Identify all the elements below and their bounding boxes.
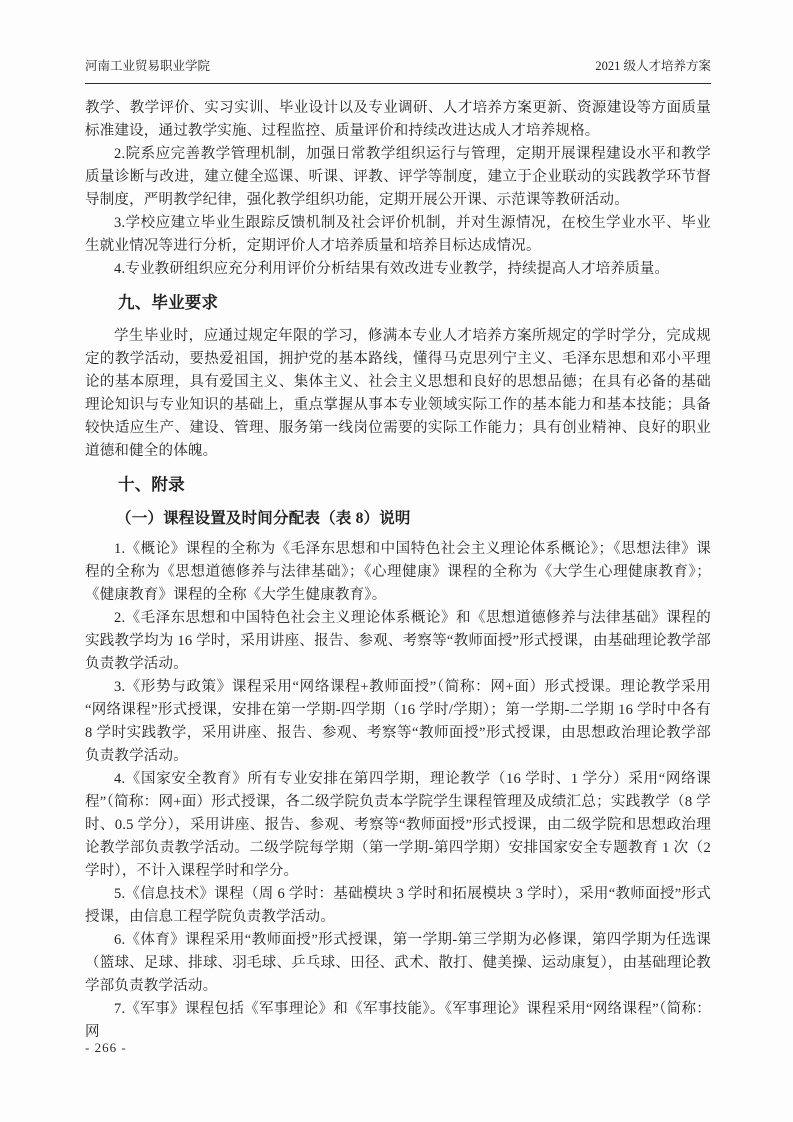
header-plan-title: 2021 级人才培养方案 [595,59,711,73]
page-header [85,58,711,84]
page-number: - 266 - [85,1040,127,1055]
appendix-note-3-situation-policy-course: 3.《形势与政策》课程采用“网络课程+教师面授”（简称：网+面）形式授课。理论教学采用“网络课程”形式授课，安排在第一学期-四学期（16 学时/学期）；第一学期-二学期 16 学时中各有 8 学时实践教学，采用讲座、报告、参观、考察等“教师面授”形式授课，由思想政治理论教学部负责教学活动。 [85,679,711,764]
appendix-note-4-national-security-education: 4.《国家安全教育》所有专业安排在第四学期，理论教学（16 学时、1 学分）采用“网络课程”（简称：网+面）形式授课，各二级学院负责本学院学生课程管理及成绩汇总；实践教学（8 学时、0.5 学分），采用讲座、报告、参观、考察等“教师面授”形式授课，由二级学院和思想政治理论教学部负责教学活动。二级学院每学期（第一学期-第四学期）安排国家安全专题教育 1 次（2 学时），不计入课程学时和学分。 [85,771,711,879]
paragraph-graduation-requirements-body: 学生毕业时，应通过规定年限的学习，修满本专业人才培养方案所规定的学时学分，完成规定的教学活动，要热爱祖国，拥护党的基本路线，懂得马克思列宁主义、毛泽东思想和邓小平理论的基本原理，具有爱国主义、集体主义、社会主义思想和良好的思想品德；在具有必备的基础理论知识与专业知识的基础上，重点掌握从事本专业领域实际工作的基本能力和基本技能；具备较快适应生产、建设、管理、服务第一线岗位需要的实际工作能力；具有创业精神、良好的职业道德和健全的体魄。 [85,328,711,459]
paragraph-numbered-2-teaching-management: 2.院系应完善教学管理机制，加强日常教学组织运行与管理，定期开展课程建设水平和教学质量诊断与改进，建立健全巡课、听课、评教、评学等制度，建立于企业联动的实践教学环节督导制度，严明教学纪律，强化教学组织功能，定期开展公开课、示范课等教研活动。 [85,146,711,208]
subsection-heading-course-schedule-notes: （一）课程设置及时间分配表（表 8）说明 [116,510,411,527]
header-school-name: 河南工业贸易职业学院 [85,59,211,73]
appendix-note-5-information-technology-course: 5.《信息技术》课程（周 6 学时：基础模块 3 学时和拓展模块 3 学时），采用“教师面授”形式授课，由信息工程学院负责教学活动。 [85,886,711,925]
paragraph-numbered-4-teaching-research: 4.专业教研组织应充分利用评价分析结果有效改进专业教学，持续提高人才培养质量。 [114,261,670,277]
document-body [85,97,711,1044]
section-heading-appendix: 十、附录 [118,475,185,494]
paragraph-numbered-3-graduate-tracking: 3.学校应建立毕业生跟踪反馈机制及社会评价机制，并对生源情况，在校生学业水平、毕业生就业情况等进行分析，定期评价人才培养质量和培养目标达成情况。 [85,215,711,254]
section-heading-graduation-requirements: 九、毕业要求 [118,293,219,312]
appendix-note-2-practical-teaching: 2.《毛泽东思想和中国特色社会主义理论体系概论》和《思想道德修养与法律基础》课程的实践教学均为 16 学时，采用讲座、报告、参观、考察等“教师面授”形式授课，由基础理论教学部负责教学活动。 [85,610,711,672]
page-footer [85,1040,127,1056]
appendix-note-6-physical-education-course: 6.《体育》课程采用“教师面授”形式授课，第一学期-第三学期为必修课，第四学期为任选课（篮球、足球、排球、羽毛球、乒乓球、田径、武术、散打、健美操、运动康复），由基础理论教学部负责教学活动。 [85,932,711,994]
paragraph-quality-standards-continuation: 教学、教学评价、实习实训、毕业设计以及专业调研、人才培养方案更新、资源建设等方面质量标准建设，通过教学实施、过程监控、质量评价和持续改进达成人才培养规格。 [85,100,711,139]
appendix-note-7-military-course: 7.《军事》课程包括《军事理论》和《军事技能》。《军事理论》课程采用“网络课程”（简称：网 [85,1001,711,1040]
appendix-note-1-course-full-names: 1.《概论》课程的全称为《毛泽东思想和中国特色社会主义理论体系概论》；《思想法律》课程的全称为《思想道德修养与法律基础》；《心理健康》课程的全称为《大学生心理健康教育》；《健康教育》课程的全称《大学生健康教育》。 [85,541,711,603]
